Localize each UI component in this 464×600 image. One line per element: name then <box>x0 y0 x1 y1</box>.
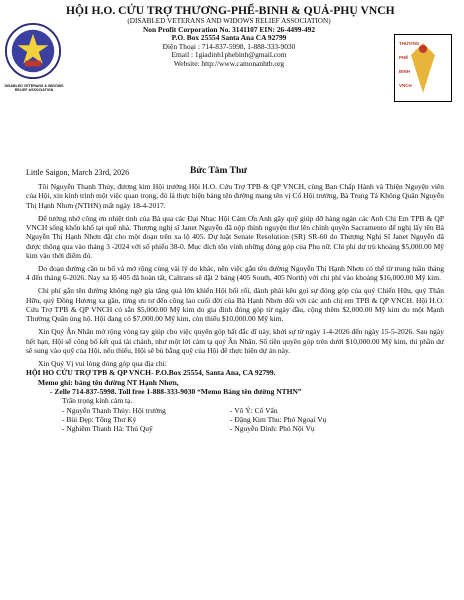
emblem-text-1: THƯƠNG <box>399 41 420 46</box>
signatory: - Nguyễn Dinh: Phó Nội Vụ <box>230 424 315 434</box>
logo-caption: DISABLED VETERANS & WIDOWS RELIEF ASSOCIATION <box>4 84 64 93</box>
org-english-name: (DISABLED VETERANS AND WIDOWS RELIEF ASSOCIATION) <box>127 17 331 25</box>
emblem-text-4: VNCH <box>399 83 412 88</box>
paragraph-3: Do đoạn đường cần tu bổ và mở rộng cùng vài lý do khác, nên việc gắn tên đường Nguyễn Thị Hạnh Nhơn có thể từ trung tuần tháng 4 đến tháng 6-2026. Nay xa lộ 405 đã hoàn tất, Caltrans sẽ đặt 2 bảng (405 South, 405 North) với chi phí vào khoảng $16,000.00 Mỹ kim. <box>26 263 444 283</box>
po-box: P.O. Box 25554 Santa Ana CA 92799 <box>171 33 287 43</box>
org-name: HỘI H.O. CỨU TRỢ THƯƠNG-PHẾ-BINH & QUẢ-PHỤ VNCH <box>66 4 395 17</box>
phone-line: Điện Thoại : 714-837-5998, 1-888-333-9030 <box>162 41 296 51</box>
emblem-text-3: BINH <box>399 69 410 74</box>
donate-intro: Xin Quý Vị vui lòng đóng góp qua địa chỉ: <box>38 358 167 368</box>
dateline: Little Saigon, March 23rd, 2026 <box>26 168 130 177</box>
signatory: - Nghiêm Thanh Hà: Thủ Quỹ <box>62 424 153 434</box>
paragraph-1: Tôi Nguyễn Thanh Thủy, đương kim Hội trưởng Hội H.O. Cứu Trợ TPB & QP VNCH, cùng Ban Chấp Hành và Thiện Nguyện viên của Hội, xin kính trình một việc quan trọng, đó là thực hiện bảng tên đường mang tên vị Cố Hội trưởng, Bà Trung Tá Không Quân Nguyễn Thị Hạnh Nhơn (NTHN) mất ngày 18-4-2017. <box>26 182 444 210</box>
signatory: - Bùi Đẹp: Tổng Thư Ký <box>62 414 137 424</box>
donation-section <box>26 359 444 434</box>
email-line: Email : 1giadinh1phebinh@gmail.com <box>171 50 287 60</box>
corporation-line: Non Profit Corporation No. 3141107 EIN: 26-4499-492 <box>142 24 316 34</box>
paragraph-4: Chi phí gắn tên đường không ngờ gia tăng quá lớn khiến Hội bối rối, đành phải kêu gọi sự đóng góp của quý Chiến Hữu, quý Thân Hữu, quý Đồng Hương xa gần, từng ưu tư đến công lao cuối đời của Bà Hạnh Nhơn đối với các anh chị em TPB & QP VNCH. Hội H.O. Cứu Trợ TPB & QP VNCH có sẵn $5,000.00 Mỹ kim do gia đình đóng góp từ ngày đầu, cộng thêm $2,000.00 Mỹ kim do một Mạnh Thường Quân ủng hộ. Hội đang có $7,000.00 Mỹ kim, còn thiếu $10,000.00 Mỹ kim. <box>26 286 444 324</box>
association-logo <box>4 22 62 80</box>
letter-body <box>26 182 444 434</box>
letter-title: Bức Tâm Thư <box>190 166 247 176</box>
signatory: - Võ Ý: Cố Vấn <box>230 405 278 415</box>
closing: Trân trọng kính cảm tạ. <box>62 396 133 406</box>
paragraph-5: Xin Quý Ân Nhân mở rộng vòng tay giúp cho việc quyên góp bất đắc dĩ này, khởi sự từ ngày 1-4-2026 đến ngày 15-5-2026. Sau ngày hết hạn, Hội sẽ công bố kết quả tài chánh, như một lời cám tạ quý Ân Nhân. Số tiền quyên góp trên dưới $10,000.00 Mỹ kim, thì phần dư sẽ sung vào quỹ của Hội, nếu thiếu, Hội sẽ bù bằng quỹ của Hội để thực hiện dự án này. <box>26 327 444 355</box>
emblem-text-2: PHẾ <box>399 55 409 60</box>
zelle-line: - Zelle 714-837-5998. Toll free 1-888-333-9030 “Memo Bảng tên đường NTHN” <box>50 386 302 396</box>
signatory: - Đặng Kim Thu: Phó Ngoại Vụ <box>230 414 327 424</box>
memo-line: Memo ghi: bảng tên đường NT Hạnh Nhơn, <box>38 377 179 387</box>
veterans-emblem-logo <box>394 34 452 102</box>
donate-address: HỘI HO CỨU TRỢ TPB & QP VNCH- P.O.Box 25554, Santa Ana, CA 92799. <box>26 368 276 378</box>
signatory-list <box>62 406 444 434</box>
letterhead <box>66 4 395 69</box>
paragraph-2: Để tưởng nhớ công ơn nhiệt tình của Bà qua các Đại Nhạc Hội Cám Ơn Anh gây quỹ giúp đỡ hàng ngàn các Anh Chị Em TPB & QP VNCH sống khốn khổ tại quê nhà. Thượng nghị sĩ Janet Nguyễn đã nộp thỉnh nguyện thư lên chính quyền Sacramento để nghị lấy tên Bà Nguyễn Thị Hạnh Nhơn đặt cho một đoạn trên xa lộ 405. Dự luật Senate Resolution (SR) SR-60 do Thượng Nghị Sĩ Janet Nguyễn đã được thông qua vào tháng 3 -2024 với số phiếu 38-0. Mục đích tôn vinh những đóng góp của Phụ nữ. Chi phí dự trù khoảng $5,000.00 Mỹ kim vào thời điểm đó. <box>26 213 444 260</box>
website-line: Website: http://www.camonanhtb.org <box>173 58 285 68</box>
signatory: - Nguyễn Thanh Thủy: Hội trưởng <box>62 405 166 415</box>
